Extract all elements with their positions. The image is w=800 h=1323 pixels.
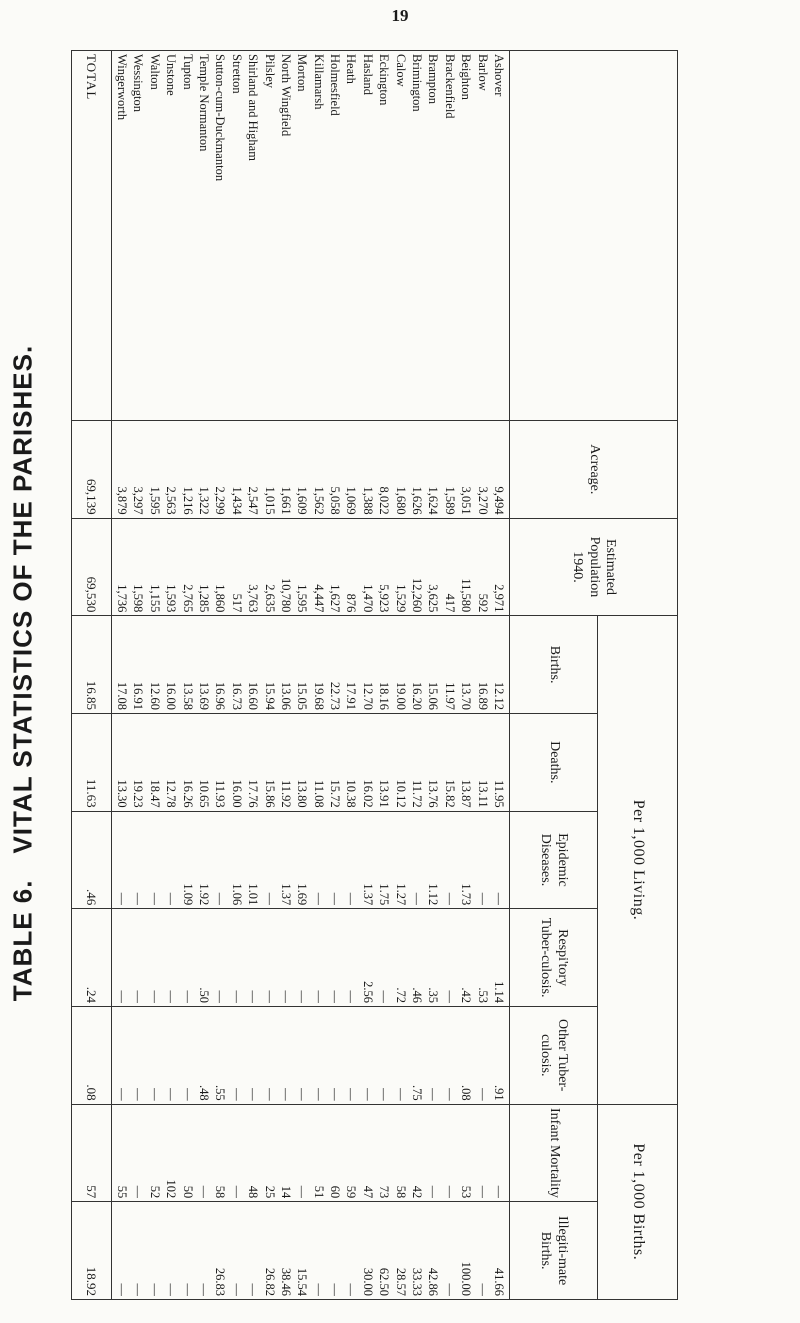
table-cell: — <box>442 1185 457 1199</box>
table-cell: — <box>328 1088 343 1101</box>
table-cell: 15.82 <box>442 779 457 808</box>
respiratory-tb-header: Respi'tory Tuber-culosis. <box>510 909 598 1007</box>
table-cell: 48 <box>246 1185 261 1199</box>
table-cell: 1,069 <box>344 486 359 515</box>
respiratory-tb-column <box>111 909 509 1007</box>
table-cell: — <box>147 990 162 1003</box>
table-cell: 17.91 <box>344 681 359 710</box>
table-cell: 1,627 <box>328 584 343 613</box>
table-cell: 55 <box>115 1185 130 1199</box>
parish-name: Pilsley <box>262 54 277 89</box>
table-cell: 12,260 <box>410 577 425 613</box>
table-cell: 16.02 <box>360 779 375 808</box>
table-cell: 16.60 <box>246 681 261 710</box>
table-cell: — <box>147 1283 162 1296</box>
side-title <box>0 40 46 1280</box>
table-cell: — <box>426 1088 441 1101</box>
table-cell: — <box>246 1088 261 1101</box>
table-cell: 3,625 <box>426 584 441 613</box>
illegitimate-header: Illegiti-mate Births. <box>510 1202 598 1300</box>
table-cell: — <box>278 1088 293 1101</box>
table-cell: 59 <box>344 1185 359 1199</box>
table-cell: 2,563 <box>164 486 179 515</box>
table-cell: — <box>442 1088 457 1101</box>
table-cell: 16.00 <box>229 779 244 808</box>
acreage-column <box>111 421 509 519</box>
table-cell: — <box>213 892 228 906</box>
table-cell: 1,589 <box>442 486 457 515</box>
table-cell: 3,297 <box>131 486 146 515</box>
table-cell: 16.91 <box>131 681 146 710</box>
table-cell: — <box>344 1283 359 1296</box>
table-cell: 1.73 <box>459 883 474 906</box>
parish-header <box>510 51 678 421</box>
total-infant-mortality: 57 <box>71 1104 111 1202</box>
parish-name: North Wingfield <box>278 54 293 137</box>
table-cell: — <box>492 892 506 906</box>
table-cell: .75 <box>410 1084 425 1101</box>
table-cell: 30.00 <box>360 1267 375 1296</box>
table-cell: — <box>196 1185 211 1199</box>
table-cell: 10,780 <box>278 577 293 613</box>
table-cell: — <box>131 990 146 1003</box>
table-cell: .50 <box>196 987 211 1003</box>
table-cell: 62.50 <box>377 1267 392 1296</box>
table-cell: 19.68 <box>311 681 326 710</box>
parish-name: Ashover <box>492 54 506 97</box>
table-cell: 10.12 <box>393 779 408 808</box>
total-epidemic: .46 <box>71 811 111 909</box>
table-cell: 13.76 <box>426 779 441 808</box>
epidemic-header: Epidemic Diseases. <box>510 811 598 909</box>
table-cell: — <box>442 990 457 1003</box>
parish-name: Tupton <box>180 54 195 90</box>
deaths-header: Deaths. <box>510 713 598 811</box>
table-cell: — <box>131 1283 146 1296</box>
table-cell: — <box>475 1185 490 1199</box>
table-cell: .91 <box>492 1084 506 1101</box>
table-cell: 52 <box>147 1185 162 1199</box>
table-cell: 11,580 <box>459 578 474 613</box>
table-cell: 5,058 <box>328 486 343 515</box>
table-cell: 10.38 <box>344 779 359 808</box>
table-cell: 1,661 <box>278 486 293 515</box>
table-cell: — <box>246 1283 261 1296</box>
table-cell: — <box>475 1283 490 1296</box>
table-cell: 1,736 <box>115 584 130 613</box>
table-cell: .72 <box>393 987 408 1003</box>
table-cell: — <box>328 990 343 1003</box>
table-cell: 42.86 <box>426 1267 441 1296</box>
table-heading: VITAL STATISTICS OF THE PARISHES. <box>7 344 38 854</box>
table-cell: 42 <box>410 1185 425 1199</box>
table-cell: 16.96 <box>213 681 228 710</box>
table-cell: — <box>213 990 228 1003</box>
table-cell: 592 <box>475 593 490 613</box>
table-cell: 1,285 <box>196 584 211 613</box>
table-cell: — <box>492 1185 506 1199</box>
table-cell: — <box>442 1283 457 1296</box>
table-cell: 417 <box>442 593 457 613</box>
table-cell: — <box>164 990 179 1003</box>
table-cell: — <box>344 892 359 906</box>
table-cell: .42 <box>459 987 474 1003</box>
table-cell: 1,388 <box>360 486 375 515</box>
table-cell: 1.12 <box>426 883 441 906</box>
table-cell: 11.95 <box>492 779 506 808</box>
table-cell: 58 <box>213 1185 228 1199</box>
table-cell: 38.46 <box>278 1267 293 1296</box>
table-cell: 1.75 <box>377 883 392 906</box>
table-cell: 1,434 <box>229 486 244 515</box>
table-cell: 60 <box>328 1185 343 1199</box>
parish-name: Brackenfield <box>442 54 457 119</box>
table-cell: 2,635 <box>262 584 277 613</box>
table-cell: 51 <box>311 1185 326 1199</box>
deaths-column <box>111 713 509 811</box>
table-cell: — <box>311 1088 326 1101</box>
table-cell: 12.60 <box>147 681 162 710</box>
table-cell: — <box>311 990 326 1003</box>
table-cell: 1.69 <box>295 883 310 906</box>
table-cell: — <box>164 892 179 906</box>
table-cell: 14 <box>278 1185 293 1199</box>
table-cell: 517 <box>229 593 244 613</box>
table-cell: 1,624 <box>426 486 441 515</box>
parish-name: Stretton <box>229 54 244 94</box>
parish-name: Eckington <box>377 54 392 106</box>
table-cell: — <box>115 990 130 1003</box>
parish-name: Morton <box>295 54 310 92</box>
parish-name: Heath <box>344 54 359 84</box>
table-cell: 13.87 <box>459 779 474 808</box>
table-cell: 13.70 <box>459 681 474 710</box>
table-cell: 16.26 <box>180 779 195 808</box>
table-cell: — <box>278 990 293 1003</box>
table-cell: — <box>262 990 277 1003</box>
table-cell: — <box>246 990 261 1003</box>
table-cell: .08 <box>459 1084 474 1101</box>
table-cell: 26.82 <box>262 1267 277 1296</box>
table-cell: 13.11 <box>475 779 490 808</box>
table-cell: — <box>131 892 146 906</box>
table-cell: 17.76 <box>246 779 261 808</box>
table-cell: 12.12 <box>492 681 506 710</box>
parish-names-cell <box>111 51 509 421</box>
table-cell: — <box>131 1088 146 1101</box>
table-cell: — <box>229 990 244 1003</box>
parish-name: Wingerworth <box>115 54 130 121</box>
table-cell: 1,860 <box>213 584 228 613</box>
population-header: Estimated Population 1940. <box>510 518 678 616</box>
table-cell: 3,763 <box>246 584 261 613</box>
table-cell: 2,765 <box>180 584 195 613</box>
table-cell: 1,598 <box>131 584 146 613</box>
table-cell: 15.06 <box>426 681 441 710</box>
table-cell: — <box>115 1283 130 1296</box>
table-cell: 1,680 <box>393 486 408 515</box>
table-cell: 15.72 <box>328 779 343 808</box>
table-cell: 1,470 <box>360 584 375 613</box>
total-illegitimate: 18.92 <box>71 1202 111 1300</box>
table-cell: 102 <box>164 1179 179 1199</box>
table-cell: 876 <box>344 593 359 613</box>
table-cell: 17.08 <box>115 681 130 710</box>
table-cell: 1.37 <box>278 883 293 906</box>
table-cell: 15.05 <box>295 681 310 710</box>
table-cell: 13.58 <box>180 681 195 710</box>
table-cell: — <box>410 892 425 906</box>
table-cell: — <box>180 1088 195 1101</box>
table-cell: — <box>262 892 277 906</box>
table-cell: — <box>180 990 195 1003</box>
table-cell: — <box>328 892 343 906</box>
table-cell: 19.23 <box>131 779 146 808</box>
table-cell: 1,593 <box>164 584 179 613</box>
total-respiratory-tb: .24 <box>71 909 111 1007</box>
table-cell: 50 <box>180 1185 195 1199</box>
parish-name: Brampton <box>426 54 441 104</box>
table-cell: .35 <box>426 987 441 1003</box>
parish-name: Walton <box>147 54 162 90</box>
table-cell: 3,051 <box>459 486 474 515</box>
table-cell: 1.09 <box>180 883 195 906</box>
table-cell: — <box>475 1088 490 1101</box>
table-cell: 2,971 <box>492 584 506 613</box>
table-cell: — <box>311 892 326 906</box>
table-label: TABLE 6. <box>7 879 38 1002</box>
total-births: 16.85 <box>71 616 111 714</box>
epidemic-column <box>111 811 509 909</box>
table-cell: 58 <box>393 1185 408 1199</box>
table-cell: 19.00 <box>393 681 408 710</box>
table-cell: — <box>377 1088 392 1101</box>
table-cell: 11.72 <box>410 779 425 808</box>
table-cell: 1.06 <box>229 883 244 906</box>
table-cell: 1,609 <box>295 486 310 515</box>
parish-name: Unstone <box>164 54 179 96</box>
table-cell: — <box>475 892 490 906</box>
per-1000-living-header: Per 1,000 Living. <box>598 616 678 1104</box>
table-cell: — <box>229 1283 244 1296</box>
illegitimate-column <box>111 1202 509 1300</box>
total-deaths: 11.63 <box>71 713 111 811</box>
total-label: TOTAL <box>71 51 111 421</box>
vital-statistics-table-wrap <box>84 50 678 1300</box>
table-cell: .48 <box>196 1084 211 1101</box>
table-cell: 2,547 <box>246 486 261 515</box>
table-cell: — <box>344 1088 359 1101</box>
births-header: Births. <box>510 616 598 714</box>
table-cell: — <box>147 892 162 906</box>
parish-name: Beighton <box>459 54 474 100</box>
table-cell: 11.08 <box>311 779 326 808</box>
table-cell: 18.16 <box>377 681 392 710</box>
table-cell: 25 <box>262 1185 277 1199</box>
table-cell: 2.56 <box>360 981 375 1003</box>
table-cell: 16.00 <box>164 681 179 710</box>
other-tb-header: Other Tuber-culosis. <box>510 1006 598 1104</box>
table-cell: 13.80 <box>295 779 310 808</box>
parish-name: Temple Normanton <box>196 54 211 152</box>
table-cell: 12.70 <box>360 681 375 710</box>
table-cell: 1,529 <box>393 584 408 613</box>
table-cell: 15.86 <box>262 779 277 808</box>
parish-name: Sutton-cum-Duckmanton <box>213 54 228 182</box>
population-column <box>111 518 509 616</box>
page-number: 19 <box>391 6 409 25</box>
table-cell: — <box>262 1088 277 1101</box>
total-population: 69,530 <box>71 518 111 616</box>
table-cell: 26.83 <box>213 1267 228 1296</box>
table-cell: 9,494 <box>492 486 506 515</box>
vital-statistics-table <box>71 50 678 1300</box>
table-cell: 4,447 <box>311 584 326 613</box>
table-cell: 28.57 <box>393 1267 408 1296</box>
parish-name: Wessington <box>131 54 146 113</box>
other-tb-column <box>111 1006 509 1104</box>
table-cell: 33.33 <box>410 1267 425 1296</box>
table-cell: 16.20 <box>410 681 425 710</box>
table-cell: — <box>164 1283 179 1296</box>
infant-mortality-header: Infant Mortality <box>510 1104 598 1202</box>
table-cell: .53 <box>475 987 490 1003</box>
parish-name: Killamarsh <box>311 54 326 110</box>
table-cell: — <box>115 892 130 906</box>
table-cell: — <box>229 1185 244 1199</box>
table-cell: 3,879 <box>115 486 130 515</box>
table-cell: — <box>377 990 392 1003</box>
acreage-header: Acreage. <box>510 421 678 519</box>
table-cell: 11.97 <box>442 682 457 710</box>
table-cell: 2,299 <box>213 486 228 515</box>
per-1000-births-header: Per 1,000 Births. <box>598 1104 678 1299</box>
table-cell: 1,216 <box>180 486 195 515</box>
table-cell: — <box>147 1088 162 1101</box>
table-cell: — <box>344 990 359 1003</box>
table-cell: .55 <box>213 1084 228 1101</box>
table-cell: 53 <box>459 1185 474 1199</box>
parish-name: Calow <box>393 54 408 87</box>
table-cell: 41.66 <box>492 1267 506 1296</box>
table-cell: 100.00 <box>459 1261 474 1296</box>
table-cell: 1.37 <box>360 883 375 906</box>
table-cell: 22.73 <box>328 681 343 710</box>
table-cell: — <box>426 1185 441 1199</box>
total-acreage: 69,139 <box>71 421 111 519</box>
table-cell: 16.73 <box>229 681 244 710</box>
table-cell: 12.78 <box>164 779 179 808</box>
table-cell: 1.27 <box>393 883 408 906</box>
table-cell: — <box>196 1283 211 1296</box>
table-cell: 16.89 <box>475 681 490 710</box>
table-cell: — <box>164 1088 179 1101</box>
table-cell: — <box>295 990 310 1003</box>
table-cell: — <box>295 1088 310 1101</box>
table-cell: 1,626 <box>410 486 425 515</box>
table-cell: 13.91 <box>377 779 392 808</box>
parish-name: Barlow <box>475 54 490 91</box>
table-cell: 73 <box>377 1185 392 1199</box>
table-cell: — <box>131 1185 146 1199</box>
table-cell: — <box>393 1088 408 1101</box>
table-cell: 18.47 <box>147 779 162 808</box>
table-cell: — <box>180 1283 195 1296</box>
table-cell: 1,322 <box>196 486 211 515</box>
table-cell: 11.92 <box>278 779 293 808</box>
table-cell: 47 <box>360 1185 375 1199</box>
table-cell: .46 <box>410 987 425 1003</box>
table-cell: — <box>229 1088 244 1101</box>
parish-name: Brimington <box>410 54 425 112</box>
parish-name: Hasland <box>360 54 375 95</box>
table-cell: 15.54 <box>295 1267 310 1296</box>
table-cell: 1,562 <box>311 486 326 515</box>
table-cell: — <box>442 892 457 906</box>
table-cell: 8,022 <box>377 486 392 515</box>
total-other-tb: .08 <box>71 1006 111 1104</box>
table-cell: 5,923 <box>377 584 392 613</box>
infant-mortality-column <box>111 1104 509 1202</box>
table-cell: 1.01 <box>246 883 261 906</box>
table-cell: 1,155 <box>147 584 162 613</box>
table-cell: — <box>360 1088 375 1101</box>
table-cell: 11.93 <box>213 779 228 808</box>
table-cell: 3,270 <box>475 486 490 515</box>
table-cell: — <box>311 1283 326 1296</box>
table-cell: 13.06 <box>278 681 293 710</box>
table-cell: 1,015 <box>262 486 277 515</box>
table-cell: 13.30 <box>115 779 130 808</box>
table-cell: 1,595 <box>147 486 162 515</box>
table-cell: 13.69 <box>196 681 211 710</box>
table-cell: 1.92 <box>196 883 211 906</box>
table-cell: — <box>115 1088 130 1101</box>
table-cell: 10.65 <box>196 779 211 808</box>
table-cell: 15.94 <box>262 681 277 710</box>
parish-name: Holmesfield <box>328 54 343 116</box>
table-cell: 1.14 <box>492 981 506 1003</box>
table-cell: — <box>328 1283 343 1296</box>
births-column <box>111 616 509 714</box>
table-cell: 1,595 <box>295 584 310 613</box>
parish-name: Shirland and Higham <box>246 54 261 161</box>
table-cell: — <box>295 1185 310 1199</box>
